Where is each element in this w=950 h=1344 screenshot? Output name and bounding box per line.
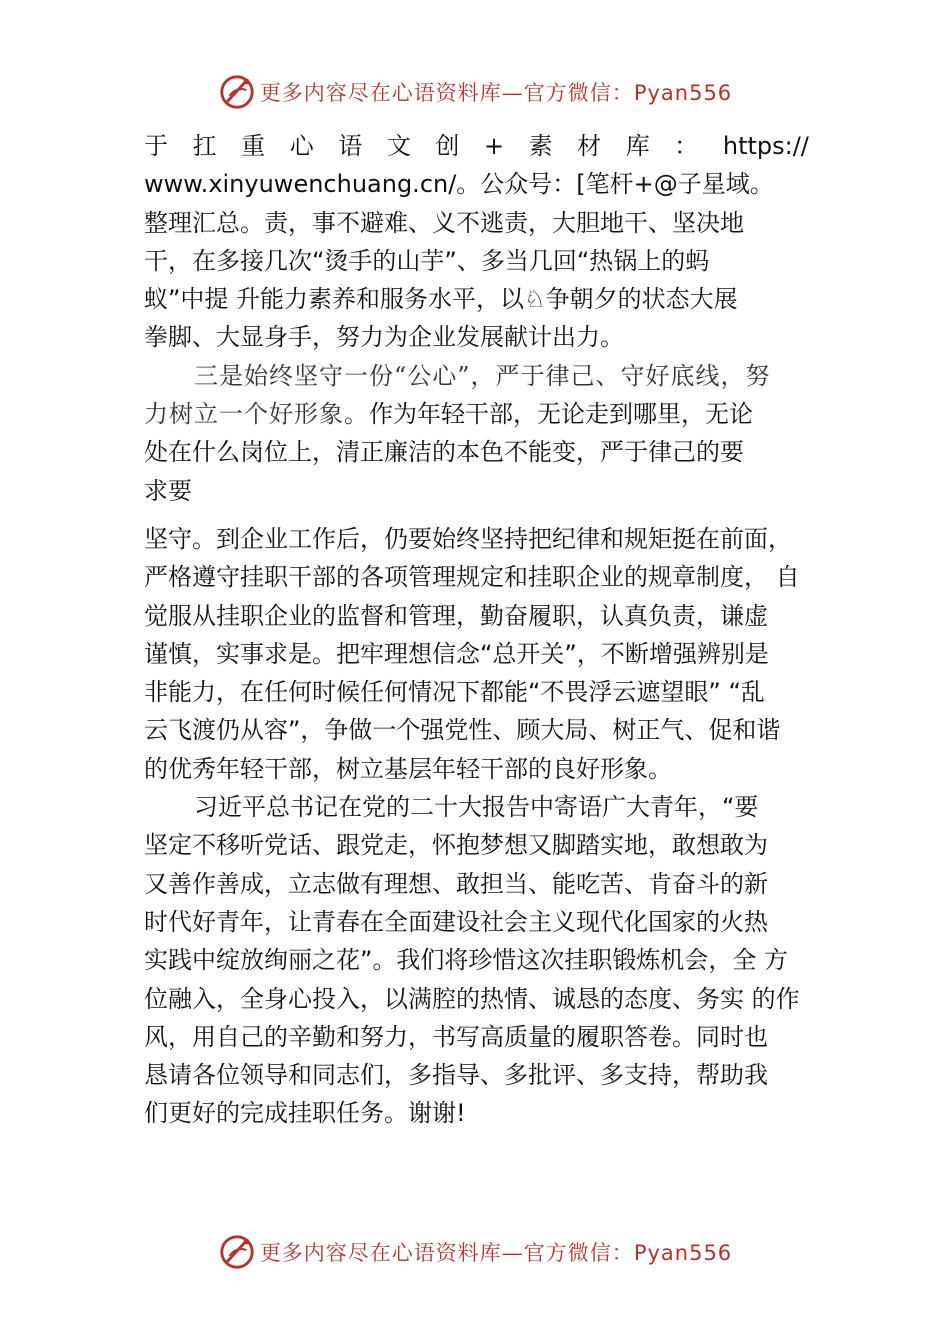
brush-logo-icon (218, 1233, 256, 1271)
body-line-16: 云飞渡仍从容”，争做一个强党性、顾大局、树正气、促和谐 (144, 716, 781, 745)
body-line-6: 拳脚、大显身手，努力为企业发展献计出力。 (144, 323, 624, 352)
body-line-9: 处在什么岗位上，清正廉洁的本色不能变，严于律己的要 (144, 438, 744, 467)
document-body (144, 127, 809, 1133)
brush-logo-icon (218, 73, 256, 111)
body-line-7: 三是始终坚守一份“公心”，严于律己、守好底线，努 (194, 361, 771, 390)
body-line-14: 谨慎，实事求是。把牢理想信念“总开关”，不断增强辨别是 (144, 639, 769, 668)
body-line-5: 蚁”中提 升能力素养和服务水平，以♘争朝夕的状态大展 (144, 285, 738, 314)
body-line-4: 干，在多接几次“烫手的山芋”、多当几回“热锅上的蚂 (144, 246, 710, 275)
header-banner (0, 70, 950, 114)
body-line-11: 坚守。到企业工作后，仍要始终坚持把纪律和规矩挺在前面， (144, 524, 792, 553)
body-line-20: 又善作善成，立志做有理想、敢担当、能吃苦、肯奋斗的新 (144, 869, 768, 898)
header-banner-text: 更多内容尽在心语资料库—官方微信：Pyan556 (259, 81, 733, 105)
body-line-18: 习近平总书记在党的二十大报告中寄语广大青年，“要 (194, 793, 759, 822)
body-line-2: www.xinyuwenchuang.cn/。公众号：[笔杆+@子星域。 (144, 170, 774, 199)
body-line-3: 整理汇总。责，事不避难、义不逃责，大胆地干、坚决地 (144, 208, 744, 237)
footer-banner (0, 1230, 950, 1274)
footer-banner-text: 更多内容尽在心语资料库—官方微信：Pyan556 (259, 1241, 733, 1265)
body-line-13: 觉服从挂职企业的监督和管理，勤奋履职，认真负责，谦虚 (144, 601, 768, 630)
header-wechat-id: Pyan556 (633, 81, 733, 105)
body-line-15: 非能力，在任何时候任何情况下都能“不畏浮云遮望眼” “乱 (144, 678, 765, 707)
body-line-1: 于 扛 重 心 语 文 创 + 素 材 库 ： https:// (144, 132, 809, 160)
body-line-23: 位融入，全身心投入，以满腔的热情、诚恳的态度、务实 的作 (144, 984, 800, 1013)
body-line-21: 时代好青年，让青春在全面建设社会主义现代化国家的火热 (144, 907, 768, 936)
body-line-22: 实践中绽放绚丽之花”。我们将珍惜这次挂职锻炼机会，全 方 (144, 946, 789, 975)
body-line-10: 求要 (144, 476, 192, 505)
body-line-25: 恳请各位领导和同志们，多指导、多批评、多支持，帮助我 (144, 1061, 768, 1090)
body-line-26: 们更好的完成挂职任务。谢谢! (144, 1099, 466, 1128)
footer-wechat-id: Pyan556 (633, 1241, 733, 1265)
body-line-17: 的优秀年轻干部，树立基层年轻干部的良好形象。 (144, 754, 672, 783)
body-line-12: 严格遵守挂职干部的各项管理规定和挂职企业的规章制度， 自 (144, 563, 800, 592)
body-line-19: 坚定不移听党话、跟党走，怀抱梦想又脚踏实地，敢想敢为 (144, 831, 768, 860)
body-line-24: 风，用自己的辛勤和努力，书写高质量的履职答卷。同时也 (144, 1022, 768, 1051)
body-line-8: 力树立一个好形象。作为年轻干部，无论走到哪里，无论 (144, 400, 753, 429)
